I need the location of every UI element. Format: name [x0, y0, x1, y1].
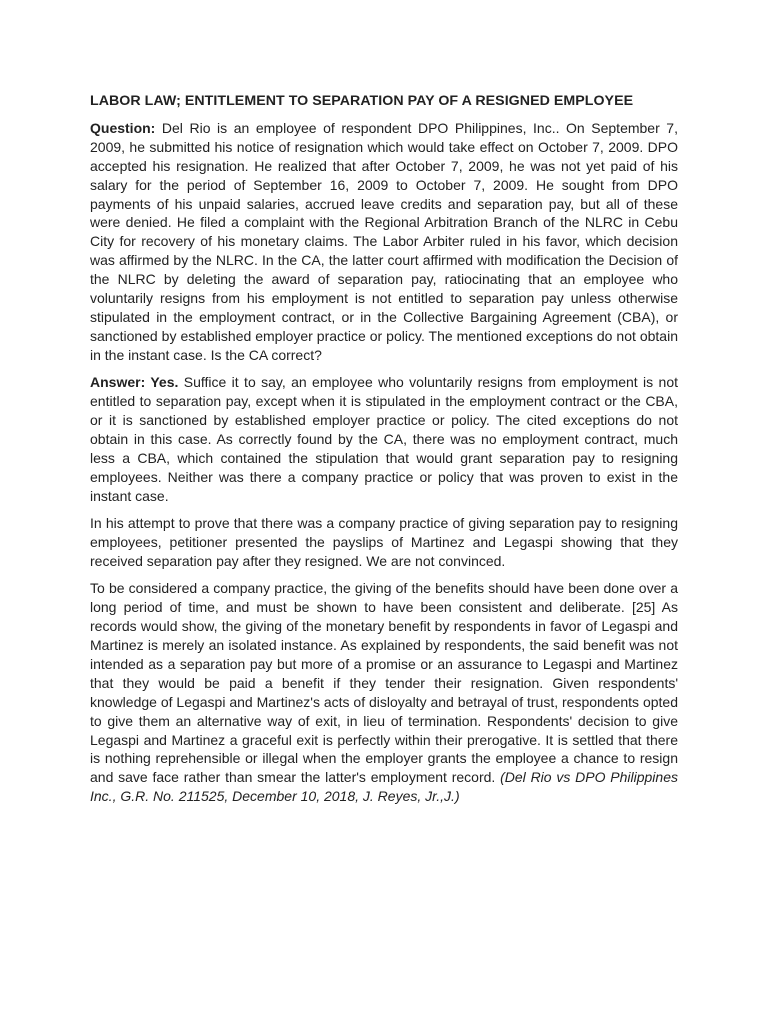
answer-label: Answer: Yes.	[90, 374, 179, 391]
body-paragraph-4-text: To be considered a company practice, the giving of the benefits should have been done over a long period of time, and must be shown to have been consistent and deliberate. [25] As records would show, the giving of the monetary benefit by respondents in favor of Legaspi and Martinez is merely an isolated instance. As explained by respondents, the said benefit was not intended as a separation pay but more of a promise or an assurance to Legaspi and Martinez that they would be paid a benefit if they tender their resignation. Given respondents' knowledge of Legaspi and Martinez's acts of disloyalty and betrayal of trust, respondents opted to give them an alternative way of exit, in lieu of termination. Respondents' decision to give Legaspi and Martinez a graceful exit is perfectly within their prerogative. It is settled that there is nothing reprehensible or illegal when the employer grants the employee a chance to resign and save face rather than smear the latter's employment record.	[90, 580, 678, 786]
case-citation: (Del Rio vs DPO Philippines Inc., G.R. No. 211525, December 10, 2018, J. Reyes, Jr.,J.)	[90, 769, 678, 805]
answer-text: Suffice it to say, an employee who voluntarily resigns from employment is not entitled to separation pay, except when it is stipulated in the employment contract or the CBA, or it is sanctioned by established employer practice or policy. The cited exceptions do not obtain in this case. As correctly found by the CA, there was no employment contract, much less a CBA, which contained the stipulation that would grant separation pay to resigning employees. Neither was there a company practice or policy that was proven to exist in the instant case.	[90, 374, 679, 504]
document-page	[90, 92, 678, 815]
body-paragraph-4	[90, 579, 678, 806]
document-title: LABOR LAW; ENTITLEMENT TO SEPARATION PAY OF A RESIGNED EMPLOYEE	[90, 93, 634, 109]
answer-paragraph	[90, 373, 678, 505]
question-paragraph	[90, 119, 678, 365]
question-text: Del Rio is an employee of respondent DPO Philippines, Inc.. On September 7, 2009, he submitted his notice of resignation which would take effect on October 7, 2009. DPO accepted his resignation. He realized that after October 7, 2009, he was not yet paid of his salary for the period of September 16, 2009 to October 7, 2009. He sought from DPO payments of his unpaid salaries, accrued leave credits and separation pay, but all of these were denied. He filed a complaint with the Regional Arbitration Branch of the NLRC in Cebu City for recovery of his monetary claims. The Labor Arbiter ruled in his favor, which decision was affirmed by the NLRC. In the CA, the latter court affirmed with modification the Decision of the NLRC by deleting the award of separation pay, ratiocinating that an employee who voluntarily resigns from his employment is not entitled to separation pay unless otherwise stipulated in the employment contract, or in the Collective Bargaining Agreement (CBA), or sanctioned by established employer practice or policy. The mentioned exceptions do not obtain in the instant case. Is the CA correct?	[90, 119, 678, 363]
body-paragraph-3: In his attempt to prove that there was a company practice of giving separation pay to resigning employees, petitioner presented the payslips of Martinez and Legaspi showing that they received separation pay after they resigned. We are not convinced.	[90, 515, 678, 569]
question-label: Question:	[90, 119, 156, 136]
